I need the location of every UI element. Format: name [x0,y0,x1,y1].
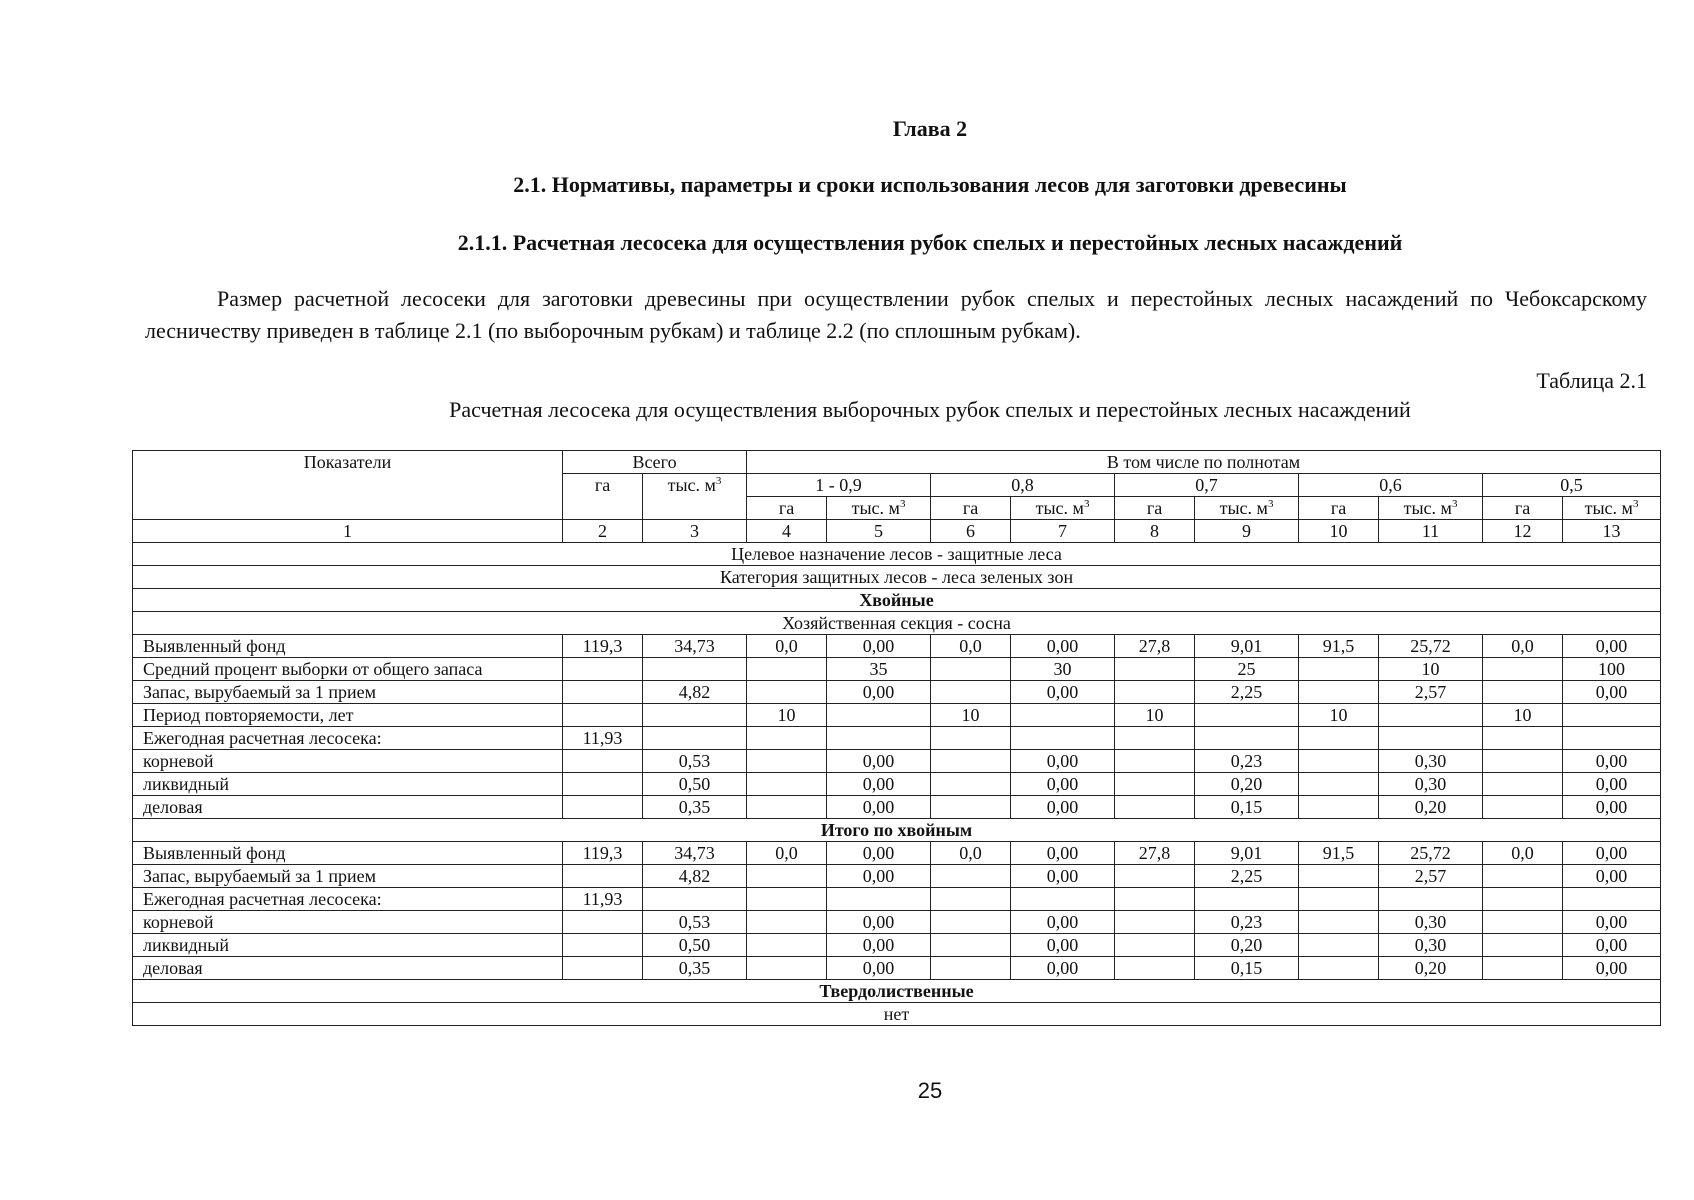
header-density: 0,6 [1299,474,1483,497]
row-label: Ежегодная расчетная лесосека: [133,888,563,911]
table-cell [1483,750,1563,773]
table-cell: 10 [1483,704,1563,727]
table-cell: 4,82 [643,681,747,704]
table-cell: 0,30 [1379,773,1483,796]
table-cell [1483,796,1563,819]
table-cell: 0,0 [1483,842,1563,865]
column-number-cell: 2 [563,520,643,543]
table-cell [1299,658,1379,681]
table-cell: 0,00 [1011,773,1115,796]
table-cell: 119,3 [563,635,643,658]
table-cell: 0,00 [1011,865,1115,888]
section-row [133,566,1661,589]
table-cell: 100 [1563,658,1661,681]
table-cell [563,934,643,957]
header-ha: га [931,497,1011,520]
category-row: Категория защитных лесов - леса зеленых зон [133,566,1661,589]
table-cell: 0,00 [1563,681,1661,704]
table-cell: 34,73 [643,842,747,865]
table-cell [563,681,643,704]
table-cell [1563,704,1661,727]
table-cell: 0,00 [1563,773,1661,796]
table-cell [747,888,827,911]
table-cell [1299,681,1379,704]
table-cell [747,865,827,888]
table-cell [1299,865,1379,888]
table-cell [931,727,1011,750]
column-numbers-row [133,520,1661,543]
table-cell: 119,3 [563,842,643,865]
table-cell: 9,01 [1195,635,1299,658]
row-label: деловая [133,957,563,980]
header-density: 1 - 0,9 [747,474,931,497]
header-total: Всего [563,451,747,474]
table-cell [1115,658,1195,681]
table-cell [827,888,931,911]
table-cell [1115,888,1195,911]
table-cell: 0,0 [1483,635,1563,658]
table-cell [1115,957,1195,980]
table-cell: 10 [747,704,827,727]
table-cell [1483,957,1563,980]
section-row [133,819,1661,842]
row-label: Ежегодная расчетная лесосека: [133,727,563,750]
table-cell: 0,30 [1379,934,1483,957]
table-cell [643,888,747,911]
table-cell: 0,00 [1563,865,1661,888]
header-total-ha: га [563,474,643,520]
table-cell [931,658,1011,681]
table-cell [827,704,931,727]
table-cell: 0,00 [827,934,931,957]
table-cell [1563,888,1661,911]
table-cell: 91,5 [1299,842,1379,865]
column-number-cell: 12 [1483,520,1563,543]
header-density: 0,5 [1483,474,1661,497]
table-cell: 10 [1299,704,1379,727]
table-cell [1483,888,1563,911]
column-number-cell: 11 [1379,520,1483,543]
header-density: 0,8 [931,474,1115,497]
table-cell: 0,15 [1195,957,1299,980]
row-label: Средний процент выборки от общего запаса [133,658,563,681]
table-cell [1011,704,1115,727]
table-cell: 2,25 [1195,865,1299,888]
table-cell [1115,911,1195,934]
table-cell [931,934,1011,957]
table-cell [1483,658,1563,681]
table-cell: 0,00 [827,750,931,773]
column-number-cell: 6 [931,520,1011,543]
table-cell [563,911,643,934]
table-cell: 10 [1379,658,1483,681]
table-cell [747,681,827,704]
header-ha: га [747,497,827,520]
table-cell: 0,00 [1011,957,1115,980]
table-cell [1299,911,1379,934]
table-cell: 0,00 [1011,750,1115,773]
table-cell [931,865,1011,888]
table-row [133,750,1661,773]
table-cell: 0,15 [1195,796,1299,819]
table-cell: 0,50 [643,773,747,796]
table-cell: 35 [827,658,931,681]
table-row [133,704,1661,727]
header-thous-m3: тыс. $м^3$ [827,497,931,520]
table-cell [747,796,827,819]
column-number-cell: 8 [1115,520,1195,543]
table-cell: 2,57 [1379,681,1483,704]
table-cell [563,865,643,888]
table-cell: 0,53 [643,750,747,773]
table-cell [1299,888,1379,911]
table-row [133,888,1661,911]
table-row [133,681,1661,704]
table-label: Таблица 2.1 [1536,368,1647,393]
table-cell: 0,00 [827,635,931,658]
table-cell [1115,773,1195,796]
table-cell: 2,57 [1379,865,1483,888]
table-cell: 27,8 [1115,842,1195,865]
column-number-cell: 4 [747,520,827,543]
table-cell [1115,934,1195,957]
header-indicators: Показатели [133,451,563,520]
column-number-cell: 9 [1195,520,1299,543]
table-cell: 27,8 [1115,635,1195,658]
table-cell: 0,00 [827,957,931,980]
table-cell: 10 [931,704,1011,727]
table-cell: 0,0 [747,635,827,658]
column-number-cell: 7 [1011,520,1115,543]
table-cell: 0,0 [931,635,1011,658]
table-cell: 0,50 [643,934,747,957]
table-cell: 30 [1011,658,1115,681]
table-cell: 0,20 [1195,773,1299,796]
row-label: Запас, вырубаемый за 1 прием [133,865,563,888]
table-cell: 0,00 [827,842,931,865]
table-cell: 0,0 [931,842,1011,865]
section-heading: 2.1. Нормативы, параметры и сроки использования лесов для заготовки древесины [513,172,1347,197]
table-cell [747,750,827,773]
table-cell [1299,796,1379,819]
table-cell: 0,00 [1011,911,1115,934]
header-density: 0,7 [1115,474,1299,497]
table-cell [1483,911,1563,934]
header-ha: га [1299,497,1379,520]
table-cell [1195,727,1299,750]
header-thous-m3: тыс. $м^3$ [1379,497,1483,520]
table-cell: 0,23 [1195,750,1299,773]
table-cell [563,796,643,819]
table-cell: 0,20 [1195,934,1299,957]
table-cell: 25,72 [1379,635,1483,658]
table-cell: 0,00 [1563,842,1661,865]
table-cell: 2,25 [1195,681,1299,704]
section-row [133,1003,1661,1026]
header-thous-m3: тыс. $м^3$ [1563,497,1661,520]
table-cell: 0,20 [1379,957,1483,980]
table-cell [1011,888,1115,911]
table-cell [747,658,827,681]
table-cell: 0,0 [747,842,827,865]
table-cell [1115,727,1195,750]
table-row [133,796,1661,819]
row-label: деловая [133,796,563,819]
table-cell [1379,727,1483,750]
row-label: Выявленный фонд [133,635,563,658]
header-ha: га [1115,497,1195,520]
table-cell [1115,865,1195,888]
row-label: Период повторяемости, лет [133,704,563,727]
table-cell [563,750,643,773]
table-cell [931,911,1011,934]
column-number-cell: 10 [1299,520,1379,543]
hardwoods-row: Твердолиственные [133,980,1661,1003]
table-row [133,773,1661,796]
table-cell [747,727,827,750]
table-cell [931,796,1011,819]
table-cell [563,957,643,980]
table-cell: 0,00 [1563,934,1661,957]
table-cell: 0,20 [1379,796,1483,819]
table-cell [747,957,827,980]
section-row [133,980,1661,1003]
table-cell [643,658,747,681]
row-label: Выявленный фонд [133,842,563,865]
table-cell: 0,00 [827,865,931,888]
table-cell [1299,773,1379,796]
table-cell: 11,93 [563,888,643,911]
chapter-title: Глава 2 [892,116,968,141]
conifers-row: Хвойные [133,589,1661,612]
section-row [133,589,1661,612]
table-cell: 11,93 [563,727,643,750]
table-cell [1195,704,1299,727]
total-conifers-row: Итого по хвойным [133,819,1661,842]
table-cell [563,704,643,727]
forest-cutting-table [132,450,1661,1026]
table-cell [1299,934,1379,957]
table-cell [1483,681,1563,704]
table-cell [747,934,827,957]
header-total-thous-m3: тыс. $м^3$ [643,474,747,520]
column-number-cell: 13 [1563,520,1661,543]
pine-section-row: Хозяйственная секция - сосна [133,612,1661,635]
header-by-density: В том числе по полнотам [747,451,1661,474]
table-cell: 10 [1115,704,1195,727]
table-cell: 0,00 [1011,681,1115,704]
table-cell [931,681,1011,704]
table-cell: 0,00 [1563,750,1661,773]
table-cell: 0,00 [827,796,931,819]
table-row [133,911,1661,934]
table-row [133,635,1661,658]
table-cell: 25 [1195,658,1299,681]
table-cell: 0,00 [1011,842,1115,865]
subsection-heading: 2.1.1. Расчетная лесосека для осуществления рубок спелых и перестойных лесных насаждений [457,230,1403,255]
table-row [133,658,1661,681]
table-cell [1483,934,1563,957]
table-cell: 0,30 [1379,750,1483,773]
table-cell: 0,53 [643,911,747,934]
table-cell [1115,796,1195,819]
table-cell: 0,00 [1011,934,1115,957]
table-cell: 0,00 [1563,796,1661,819]
table-cell [563,773,643,796]
table-cell [931,750,1011,773]
table-row [133,842,1661,865]
table-cell: 0,30 [1379,911,1483,934]
row-label: ликвидный [133,773,563,796]
table-cell: 9,01 [1195,842,1299,865]
table-cell [747,911,827,934]
header-ha: га [1483,497,1563,520]
section-row [133,612,1661,635]
table-cell [1299,727,1379,750]
table-cell: 0,23 [1195,911,1299,934]
table-cell: 0,00 [1563,911,1661,934]
table-cell [643,727,747,750]
table-cell: 4,82 [643,865,747,888]
table-cell: 34,73 [643,635,747,658]
row-label: корневой [133,911,563,934]
table-cell [1483,865,1563,888]
intro-paragraph: Размер расчетной лесосеки для заготовки древесины при осуществлении рубок спелых и перестойных лесных насаждений по Чебоксарскому лесничеству приведен в таблице 2.1 (по выборочным рубкам) и таблице 2.2 (по сплошным рубкам). [145,286,1647,343]
table-cell: 0,00 [827,681,931,704]
table-cell: 0,00 [1563,635,1661,658]
table-caption: Расчетная лесосека для осуществления выборочных рубок спелых и перестойных лесных насаждений [449,397,1411,422]
row-label: корневой [133,750,563,773]
table-cell: 0,35 [643,796,747,819]
table-row [133,957,1661,980]
table-cell: 25,72 [1379,842,1483,865]
row-label: Запас, вырубаемый за 1 прием [133,681,563,704]
table-cell [1299,750,1379,773]
table-cell: 0,00 [1011,635,1115,658]
header-thous-m3: тыс. $м^3$ [1195,497,1299,520]
table-row [133,727,1661,750]
table-cell: 0,00 [827,773,931,796]
page-number: 25 [917,1078,943,1103]
header-thous-m3: тыс. $м^3$ [1011,497,1115,520]
table-cell [827,727,931,750]
table-cell [1563,727,1661,750]
table-cell [1379,704,1483,727]
table-cell: 0,35 [643,957,747,980]
table-cell [747,773,827,796]
table-cell: 0,00 [1563,957,1661,980]
column-number-cell: 1 [133,520,563,543]
table-cell [563,658,643,681]
header-row-1 [133,451,1661,474]
none-row: нет [133,1003,1661,1026]
column-number-cell: 5 [827,520,931,543]
table-cell [931,957,1011,980]
table-cell [1011,727,1115,750]
table-row [133,865,1661,888]
table-cell: 0,00 [1011,796,1115,819]
table-cell [931,888,1011,911]
table-cell [1115,750,1195,773]
table-cell: 0,00 [827,911,931,934]
table-cell [1115,681,1195,704]
table-row [133,934,1661,957]
section-row [133,543,1661,566]
purpose-row: Целевое назначение лесов - защитные леса [133,543,1661,566]
row-label: ликвидный [133,934,563,957]
table-cell [643,704,747,727]
table-cell [1195,888,1299,911]
table-cell [1299,957,1379,980]
table-cell [1483,727,1563,750]
column-number-cell: 3 [643,520,747,543]
table-cell [931,773,1011,796]
table-cell: 91,5 [1299,635,1379,658]
table-cell [1483,773,1563,796]
table-cell [1379,888,1483,911]
